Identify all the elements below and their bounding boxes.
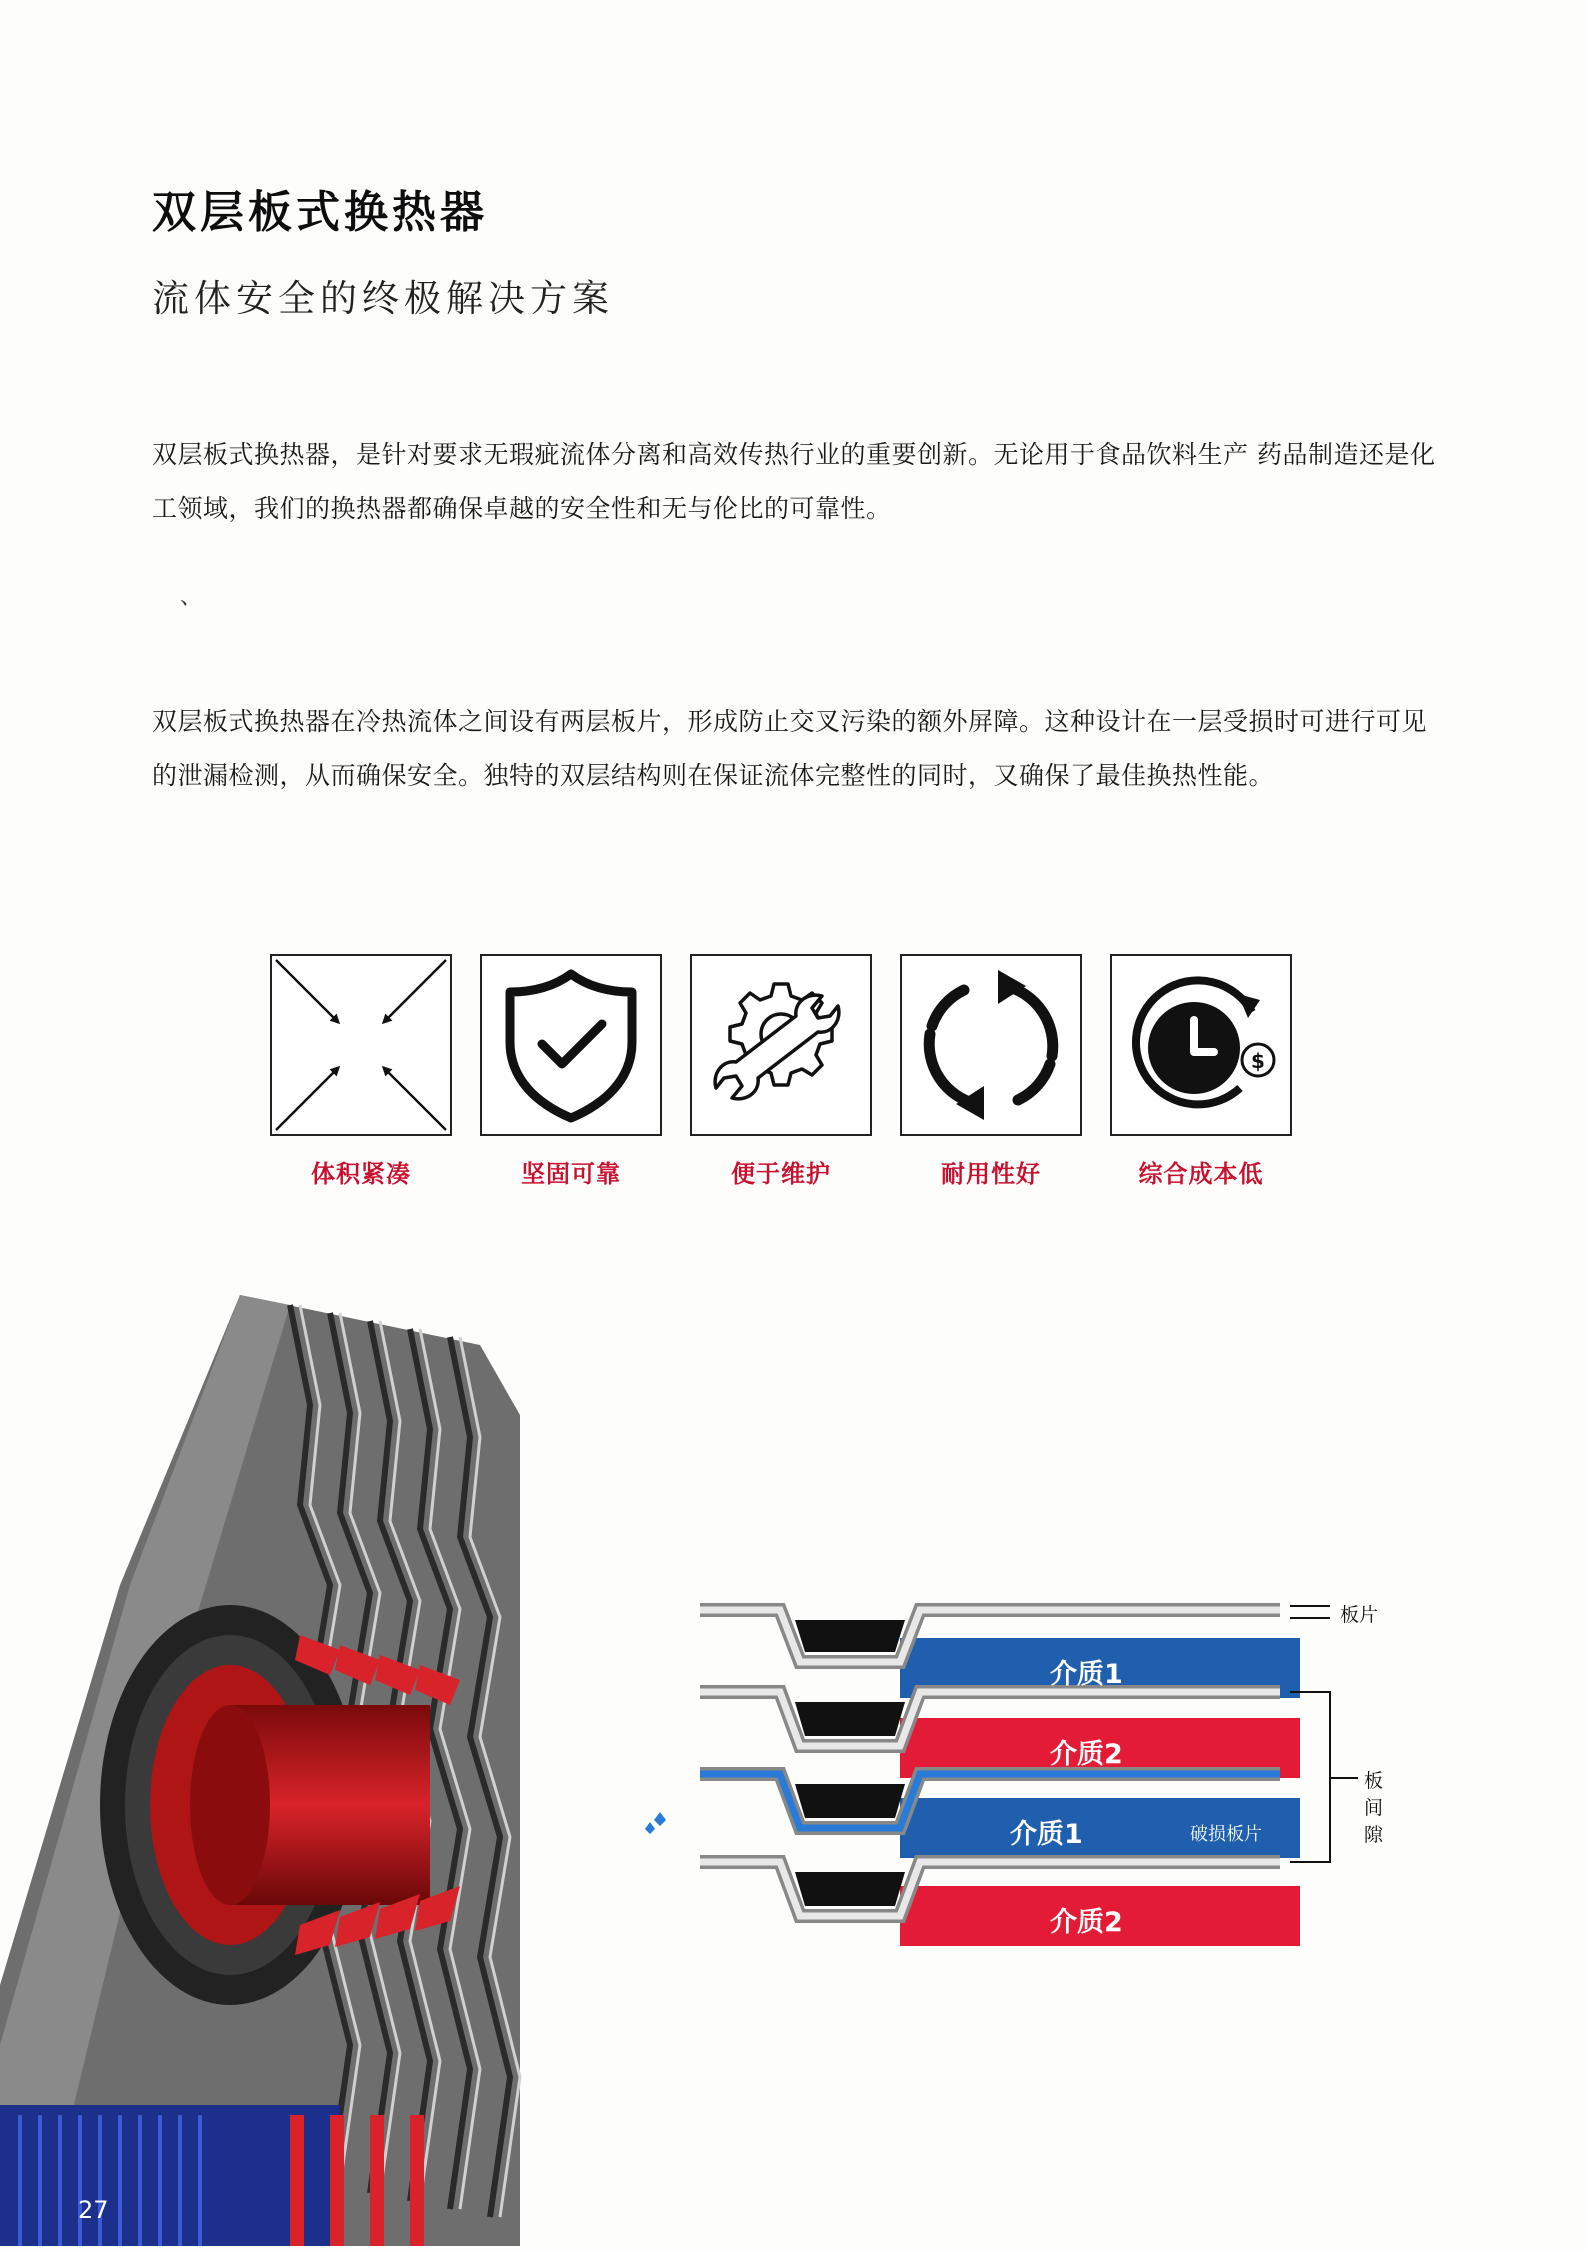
broken-plate-label: 破损板片 xyxy=(1190,1824,1262,1845)
feature-durable xyxy=(900,954,1082,1189)
feature-label-maintenance: 便于维护 xyxy=(731,1160,831,1188)
page-number: 27 xyxy=(78,2196,109,2224)
plate-layer-1 xyxy=(700,1610,1300,1698)
medium2-label: 介质2 xyxy=(1050,1739,1123,1770)
feature-label-reliable: 坚固可靠 xyxy=(521,1160,621,1188)
feature-label-compact: 体积紧凑 xyxy=(311,1160,411,1188)
compress-arrows-icon xyxy=(270,954,452,1136)
feature-label-durable: 耐用性好 xyxy=(941,1160,1041,1188)
clock-dollar-icon xyxy=(1110,954,1292,1136)
feature-reliable xyxy=(480,954,662,1189)
intro-paragraph: 双层板式换热器，是针对要求无瑕疵流体分离和高效传热行业的重要创新。无论用于食品饮料生产 药品制造还是化工领域，我们的换热器都确保卓越的安全性和无与伦比的可靠性。 xyxy=(152,440,1436,523)
svg-text:$: $ xyxy=(1251,1049,1265,1073)
cycle-arrows-icon xyxy=(900,954,1082,1136)
feature-label-low-cost: 综合成本低 xyxy=(1138,1160,1264,1188)
medium1-label: 介质1 xyxy=(1050,1659,1123,1690)
page-title: 双层板式换热器 xyxy=(152,187,488,238)
heat-exchanger-cutaway-image xyxy=(0,1285,560,2246)
feature-low-cost xyxy=(1110,954,1292,1189)
gear-wrench-icon xyxy=(690,954,872,1136)
stray-mark: 、 xyxy=(180,585,203,610)
page-subtitle: 流体安全的终极解决方案 xyxy=(152,277,614,320)
feature-maintenance xyxy=(690,954,872,1189)
plate-layer-4 xyxy=(700,1862,1300,1946)
plate-side-label: 板片 xyxy=(1340,1604,1379,1626)
medium2-label-bottom: 介质2 xyxy=(1050,1907,1123,1938)
shield-check-icon xyxy=(480,954,662,1136)
gap-side-label: 板间隙 xyxy=(1364,1770,1384,1846)
medium1-label-broken: 介质1 xyxy=(1010,1819,1083,1850)
double-wall-plate-diagram xyxy=(640,1590,1400,1970)
description-paragraph: 双层板式换热器在冷热流体之间设有两层板片，形成防止交叉污染的额外屏障。这种设计在一层受损时可进行可见的泄漏检测，从而确保安全。独特的双层结构则在保证流体完整性的同时，又确保了最佳换热性能。 xyxy=(152,707,1428,790)
feature-compact xyxy=(270,954,452,1189)
plate-layer-2 xyxy=(700,1692,1300,1778)
